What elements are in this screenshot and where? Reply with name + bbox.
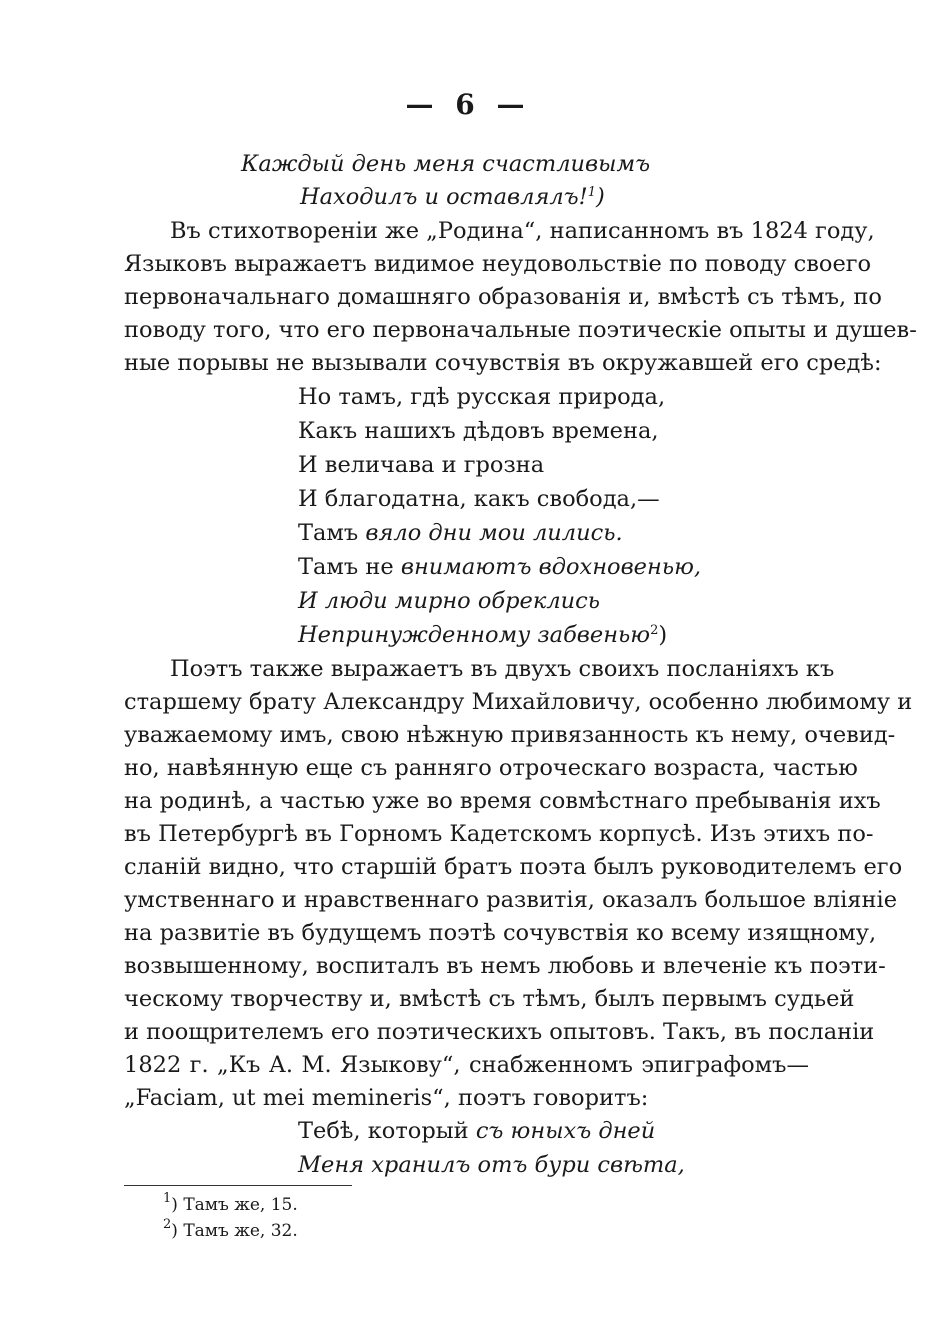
poem-line: Каждый день меня счастливымъ: [241, 151, 651, 177]
poem-line: Но тамъ, гдѣ русская природа,: [298, 384, 666, 410]
paragraph-line: и поощрителемъ его поэтическихъ опытовъ. Такъ, въ посланіи: [124, 1019, 875, 1045]
paragraph-line: старшему брату Александру Михайловичу, особенно любимому и: [124, 689, 913, 715]
footnote-ref: 2: [650, 623, 659, 638]
paragraph-line: Въ стихотвореніи же „Родина“, написанномъ въ 1824 году,: [170, 218, 875, 244]
poem-line: Находилъ и оставлялъ!$^1$): [300, 184, 605, 210]
paragraph-line: „Faciam, ut mei memineris“, поэтъ говоритъ:: [124, 1085, 649, 1111]
paragraph-line: ческому творчеству и, вмѣстѣ съ тѣмъ, былъ первымъ судьей: [124, 986, 855, 1012]
poem-line: И величава и грозна: [298, 452, 545, 478]
footnote-ref: 1: [587, 185, 597, 200]
paragraph-line: на родинѣ, а частью уже во время совмѣстнаго пребыванія ихъ: [124, 788, 881, 814]
poem-line: Тебѣ, который съ юныхъ дней: [298, 1118, 656, 1144]
poem-line: И благодатна, какъ свобода,—: [298, 486, 660, 512]
poem-line: Тамъ не внимаютъ вдохновенью,: [298, 554, 702, 580]
paragraph-line: возвышенному, воспиталъ въ немъ любовь и влеченіе къ поэти-: [124, 953, 886, 979]
paragraph-line: въ Петербургѣ въ Горномъ Кадетскомъ корпусѣ. Изъ этихъ по-: [124, 821, 874, 847]
paragraph-line: сланій видно, что старшій братъ поэта былъ руководителемъ его: [124, 854, 903, 880]
paragraph-line: на развитіе въ будущемъ поэтѣ сочувствія ко всему изящному,: [124, 920, 877, 946]
footnote: $^2$) Тамъ же, 32.: [163, 1217, 298, 1241]
poem-line: Какъ нашихъ дѣдовъ времена,: [298, 418, 659, 444]
footnote-divider: [124, 1185, 352, 1186]
paragraph-line: 1822 г. „Къ А. М. Языкову“, снабженномъ эпиграфомъ—: [124, 1052, 809, 1078]
poem-line: И люди мирно обреклись: [298, 588, 600, 614]
poem-line: Меня хранилъ отъ бури свѣта,: [298, 1152, 685, 1178]
poem-line: Непринужденному забвенью$^2$): [298, 622, 668, 648]
paragraph-line: но, навѣянную еще съ ранняго отроческаго возраста, частью: [124, 755, 858, 781]
page-number: — 6 —: [405, 88, 531, 121]
footnote-mark: 1: [163, 1191, 172, 1206]
paragraph-line: первоначальнаго домашняго образованія и, вмѣстѣ съ тѣмъ, по: [124, 284, 882, 310]
footnote: $^1$) Тамъ же, 15.: [163, 1191, 298, 1215]
footnote-mark: 2: [163, 1217, 172, 1232]
paragraph-line: уважаемому имъ, свою нѣжную привязанность къ нему, очевид-: [124, 722, 896, 748]
paragraph-line: Языковъ выражаетъ видимое неудовольствіе по поводу своего: [124, 251, 872, 277]
paragraph-line: ные порывы не вызывали сочувствія въ окружавшей его средѣ:: [124, 350, 882, 376]
paragraph-line: поводу того, что его первоначальные поэтическіе опыты и душев-: [124, 317, 917, 343]
paragraph-line: Поэтъ также выражаетъ въ двухъ своихъ посланіяхъ къ: [170, 656, 835, 682]
poem-line: Тамъ вяло дни мои лились.: [298, 520, 623, 546]
paragraph-line: умственнаго и нравственнаго развитія, оказалъ большое вліяніе: [124, 887, 898, 913]
